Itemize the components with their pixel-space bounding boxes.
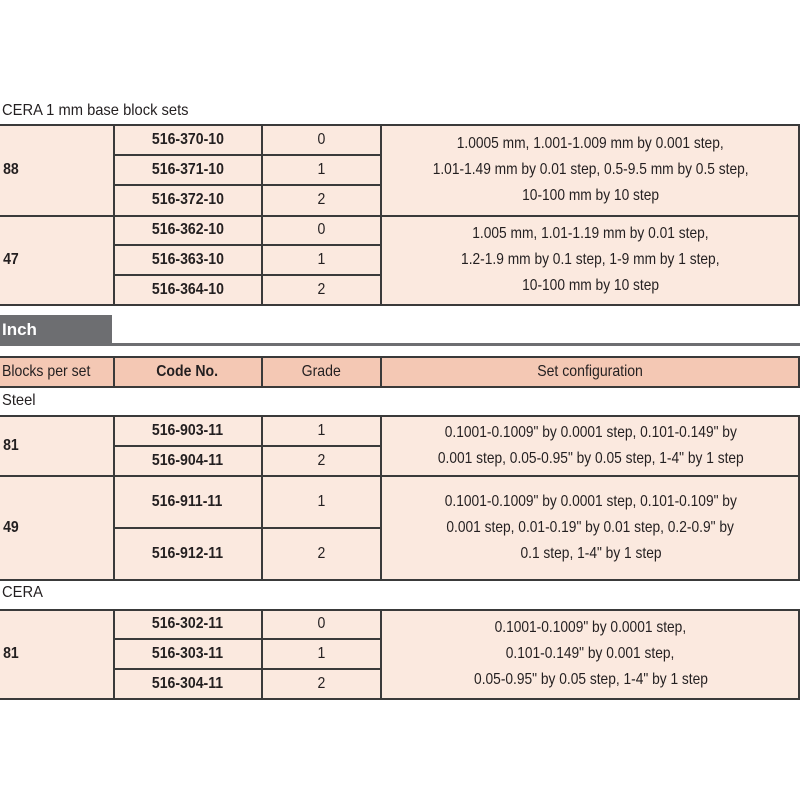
grade-cell: 1: [262, 639, 380, 668]
blocks-per-set-cell: 81: [0, 610, 113, 698]
table-rule: [380, 415, 382, 580]
table-rule: [113, 356, 115, 387]
table-rule: [113, 124, 115, 305]
grade-cell: 1: [262, 476, 380, 527]
set-configuration-cell: 1.005 mm, 1.01-1.19 mm by 0.01 step, 1.2-1.9 mm by 0.1 step, 1-9 mm by 1 step, 10-100 mm by 10 step: [381, 216, 800, 304]
code-cell: 516-364-10: [114, 275, 261, 304]
grade-cell: 1: [262, 155, 380, 184]
code-cell: 516-903-11: [114, 416, 261, 445]
code-cell: 516-304-11: [114, 669, 261, 698]
blocks-per-set-cell: 88: [0, 125, 113, 215]
table-rule: [0, 475, 800, 477]
table-rule: [114, 244, 380, 246]
header-set-configuration: Set configuration: [381, 357, 800, 386]
set-configuration-cell: 0.1001-0.1009" by 0.0001 step, 0.101-0.149" by 0.001 step, 0.05-0.95" by 0.05 step, 1-4" by 1 step: [381, 416, 800, 475]
grade-cell: 1: [262, 416, 380, 445]
table-rule: [0, 698, 800, 700]
code-cell: 516-303-11: [114, 639, 261, 668]
grade-cell: 0: [262, 216, 380, 244]
table-rule: [114, 184, 380, 186]
blocks-per-set-cell: 49: [0, 476, 113, 579]
code-cell: 516-363-10: [114, 245, 261, 274]
table-rule: [0, 124, 800, 126]
code-cell: 516-904-11: [114, 446, 261, 475]
section-title-cera-1mm: CERA 1 mm base block sets: [2, 102, 189, 119]
table-rule: [0, 356, 800, 358]
table-rule: [380, 124, 382, 305]
table-rule: [114, 154, 380, 156]
table-rule: [261, 415, 263, 580]
table-rule: [261, 356, 263, 387]
table-rule: [113, 609, 115, 699]
table-rule: [114, 274, 380, 276]
table-rule: [0, 415, 800, 417]
table-rule: [114, 668, 380, 670]
blocks-per-set-cell: 47: [0, 216, 113, 304]
grade-cell: 0: [262, 610, 380, 638]
table-rule: [114, 638, 380, 640]
table-rule: [114, 527, 380, 529]
inch-tab: Inch: [0, 315, 112, 345]
grade-cell: 2: [262, 446, 380, 475]
table-rule: [0, 215, 800, 217]
table-rule: [114, 445, 380, 447]
code-cell: 516-912-11: [114, 528, 261, 579]
grade-cell: 2: [262, 528, 380, 579]
table-rule: [0, 304, 800, 306]
section-title-steel: Steel: [2, 392, 36, 409]
table-rule: [261, 609, 263, 699]
table-rule: [798, 124, 800, 305]
header-blocks-per-set: Blocks per set: [0, 357, 113, 386]
table-rule: [0, 609, 800, 611]
code-cell: 516-370-10: [114, 125, 261, 154]
inch-tab-rule: [0, 343, 800, 346]
table-rule: [0, 579, 800, 581]
table-rule: [798, 356, 800, 387]
table-rule: [113, 415, 115, 580]
blocks-per-set-cell: 81: [0, 416, 113, 475]
grade-cell: 2: [262, 275, 380, 304]
set-configuration-cell: 0.1001-0.1009" by 0.0001 step, 0.101-0.149" by 0.001 step, 0.05-0.95" by 0.05 step, 1-4" by 1 step: [381, 610, 800, 698]
grade-cell: 2: [262, 669, 380, 698]
table-rule: [798, 609, 800, 699]
section-title-cera: CERA: [2, 584, 43, 601]
code-cell: 516-371-10: [114, 155, 261, 184]
code-cell: 516-302-11: [114, 610, 261, 638]
table-rule: [261, 124, 263, 305]
table-rule: [380, 609, 382, 699]
code-cell: 516-362-10: [114, 216, 261, 244]
table-rule: [0, 386, 800, 388]
table-rule: [798, 415, 800, 580]
grade-cell: 2: [262, 185, 380, 215]
table-rule: [380, 356, 382, 387]
grade-cell: 1: [262, 245, 380, 274]
grade-cell: 0: [262, 125, 380, 154]
set-configuration-cell: 1.0005 mm, 1.001-1.009 mm by 0.001 step, 1.01-1.49 mm by 0.01 step, 0.5-9.5 mm by 0.5 step, 10-100 mm by 10 step: [381, 125, 800, 215]
code-cell: 516-372-10: [114, 185, 261, 215]
code-cell: 516-911-11: [114, 476, 261, 527]
header-code-no: Code No.: [114, 357, 261, 386]
set-configuration-cell: 0.1001-0.1009" by 0.0001 step, 0.101-0.109" by 0.001 step, 0.01-0.19" by 0.01 step, 0.2-0.9" by 0.1 step, 1-4" by 1 step: [381, 476, 800, 579]
header-grade: Grade: [262, 357, 380, 386]
